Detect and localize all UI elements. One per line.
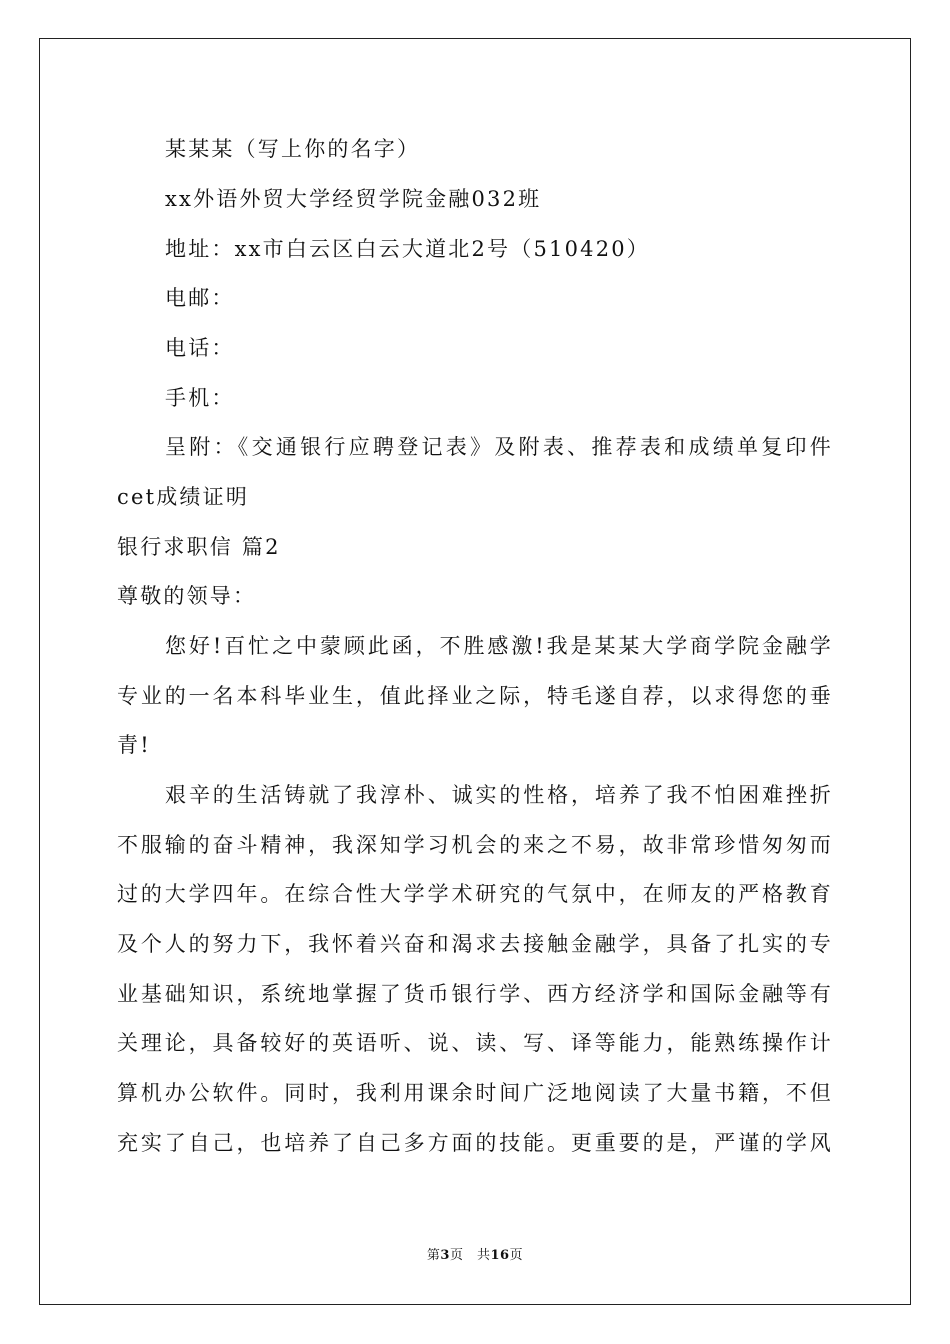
sender-phone-line: 电话： [165, 336, 235, 360]
paragraph-line: 及个人的努力下，我怀着兴奋和渴求去接触金融学，具备了扎实的专 [117, 932, 833, 956]
footer-current-page: 3 [440, 1248, 450, 1263]
paragraph-line: 不服输的奋斗精神，我深知学习机会的来之不易，故非常珍惜匆匆而 [117, 833, 833, 857]
footer-page-prefix: 第 [426, 1248, 441, 1263]
footer-total-pages: 16 [490, 1248, 510, 1263]
paragraph-line: 业基础知识，系统地掌握了货币银行学、西方经济学和国际金融等有 [117, 982, 833, 1006]
footer-page-suffix: 页 [509, 1248, 524, 1263]
sender-email-line: 电邮： [165, 286, 235, 310]
paragraph-line: 您好!百忙之中蒙顾此函，不胜感激!我是某某大学商学院金融学 [165, 634, 833, 658]
section-heading: 银行求职信 篇2 [117, 535, 281, 559]
sender-name-line: 某某某（写上你的名字） [165, 137, 421, 161]
paragraph-line: 算机办公软件。同时，我利用课余时间广泛地阅读了大量书籍，不但 [117, 1081, 833, 1105]
sender-mobile-line: 手机： [165, 386, 235, 410]
paragraph-line: 专业的一名本科毕业生，值此择业之际，特毛遂自荐，以求得您的垂 [117, 684, 833, 708]
sender-school-line: xx外语外贸大学经贸学院金融032班 [165, 187, 542, 211]
paragraph-line: 关理论，具备较好的英语听、说、读、写、译等能力，能熟练操作计 [117, 1031, 833, 1055]
paragraph-line: 艰辛的生活铸就了我淳朴、诚实的性格，培养了我不怕困难挫折 [165, 783, 833, 807]
paragraph-line: 过的大学四年。在综合性大学学术研究的气氛中，在师友的严格教育 [117, 882, 833, 906]
paragraph-line: 充实了自己，也培养了自己多方面的技能。更重要的是，严谨的学风 [117, 1131, 833, 1155]
attachments-line: 呈附：《交通银行应聘登记表》及附表、推荐表和成绩单复印件 [165, 435, 833, 459]
sender-address-line: 地址：xx市白云区白云大道北2号（510420） [165, 237, 651, 261]
paragraph-line: 青! [117, 733, 151, 757]
salutation: 尊敬的领导： [117, 584, 257, 608]
footer-page-mid: 页 共 [449, 1248, 491, 1263]
page-footer [0, 1244, 950, 1263]
attachments-continuation-line: cet成绩证明 [117, 485, 250, 509]
